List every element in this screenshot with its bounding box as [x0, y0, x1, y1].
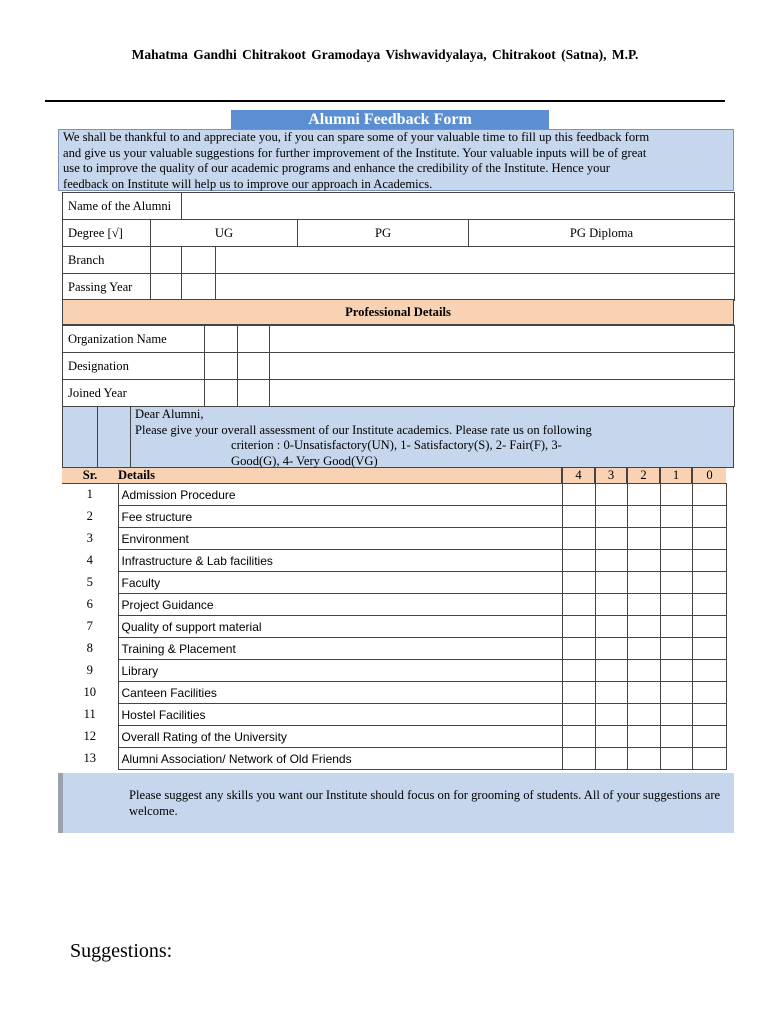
rating-cell-3[interactable]	[595, 660, 627, 682]
branch-field[interactable]	[216, 247, 735, 274]
designation-cell[interactable]	[205, 353, 238, 380]
rating-cell-3[interactable]	[595, 704, 627, 726]
rating-cell-0[interactable]	[692, 550, 726, 572]
row-number: 3	[86, 531, 93, 545]
rating-cell-2[interactable]	[627, 638, 660, 660]
rating-cell-3[interactable]	[595, 572, 627, 594]
rating-cell-2[interactable]	[627, 748, 660, 770]
intro-line: use to improve the quality of our academic programs and enhance the credibility of the Institute. Hence your	[63, 161, 610, 175]
rating-cell-4[interactable]	[562, 550, 595, 572]
scale-header-4: 4	[562, 468, 595, 484]
row-detail: Canteen Facilities	[118, 682, 562, 704]
designation-label: Designation	[63, 353, 205, 380]
designation-cell[interactable]	[238, 353, 270, 380]
row-number: 5	[86, 575, 93, 589]
row-number: 6	[86, 597, 93, 611]
row-detail: Hostel Facilities	[118, 704, 562, 726]
intro-line: and give us your valuable suggestions for further improvement of the Institute. Your valuable inputs will be of great	[63, 145, 647, 160]
rating-row	[62, 484, 726, 506]
rating-cell-3[interactable]	[595, 594, 627, 616]
rating-row	[62, 638, 726, 660]
rating-table	[62, 468, 727, 770]
rating-row	[62, 616, 726, 638]
passing-year-field[interactable]	[216, 274, 735, 301]
rating-cell-4[interactable]	[562, 638, 595, 660]
intro-text	[58, 129, 734, 191]
rating-cell-4[interactable]	[562, 682, 595, 704]
branch-row	[63, 247, 735, 274]
rating-cell-1[interactable]	[660, 660, 692, 682]
degree-label: Degree [√]	[63, 220, 151, 247]
rating-cell-0[interactable]	[692, 594, 726, 616]
joined-year-row	[63, 380, 735, 407]
rating-cell-0[interactable]	[692, 506, 726, 528]
organization-cell[interactable]	[205, 326, 238, 353]
row-number: 12	[83, 729, 97, 743]
intro-line: We shall be thankful to and appreciate you, if you can spare some of your valuable time to fill up this feedback form	[63, 130, 650, 144]
designation-row	[63, 353, 735, 380]
row-detail: Admission Procedure	[118, 484, 562, 506]
joined-year-field[interactable]	[270, 380, 735, 407]
rating-cell-1[interactable]	[660, 682, 692, 704]
rating-cell-3[interactable]	[595, 484, 627, 506]
row-detail: Fee structure	[118, 506, 562, 528]
professional-details-table	[62, 325, 735, 407]
row-number: 10	[83, 685, 97, 699]
rating-cell-1[interactable]	[660, 726, 692, 748]
branch-label: Branch	[63, 247, 151, 274]
rating-cell-3[interactable]	[595, 550, 627, 572]
rating-cell-4[interactable]	[562, 726, 595, 748]
divider	[130, 407, 131, 467]
rating-cell-2[interactable]	[627, 660, 660, 682]
professional-details-heading: Professional Details	[62, 299, 734, 325]
rating-cell-1[interactable]	[660, 506, 692, 528]
rating-cell-3[interactable]	[595, 528, 627, 550]
rating-row	[62, 704, 726, 726]
name-row	[63, 193, 735, 220]
rating-cell-4[interactable]	[562, 572, 595, 594]
rating-cell-0[interactable]	[692, 484, 726, 506]
rating-cell-2[interactable]	[627, 682, 660, 704]
organization-label: Organization Name	[63, 326, 205, 353]
passing-year-row	[63, 274, 735, 301]
joined-year-label: Joined Year	[63, 380, 205, 407]
rating-cell-1[interactable]	[660, 484, 692, 506]
assessment-line: Please give your overall assessment of our Institute academics. Please rate us on following	[135, 422, 592, 437]
degree-option-ug[interactable]: UG	[151, 220, 298, 247]
rating-row	[62, 726, 726, 748]
header-divider	[45, 100, 725, 102]
rating-cell-4[interactable]	[562, 528, 595, 550]
row-number: 9	[86, 663, 93, 677]
scale-header-1: 1	[660, 468, 692, 484]
intro-line: feedback on Institute will help us to improve our approach in Academics.	[63, 176, 433, 191]
rating-cell-0[interactable]	[692, 704, 726, 726]
branch-cell[interactable]	[151, 247, 182, 274]
rating-row	[62, 594, 726, 616]
rating-cell-3[interactable]	[595, 506, 627, 528]
rating-cell-1[interactable]	[660, 638, 692, 660]
assessment-line: Good(G), 4- Very Good(VG)	[231, 453, 378, 468]
rating-row	[62, 748, 726, 770]
divider	[97, 407, 98, 467]
rating-cell-1[interactable]	[660, 594, 692, 616]
rating-cell-0[interactable]	[692, 572, 726, 594]
rating-cell-2[interactable]	[627, 572, 660, 594]
passing-year-label: Passing Year	[63, 274, 151, 301]
joined-year-cell[interactable]	[205, 380, 238, 407]
scale-header-3: 3	[595, 468, 627, 484]
rating-header-row	[62, 468, 726, 484]
degree-row	[63, 220, 735, 247]
rating-row	[62, 682, 726, 704]
designation-field[interactable]	[270, 353, 735, 380]
assessment-line: criterion : 0-Unsatisfactory(UN), 1- Satisfactory(S), 2- Fair(F), 3-	[231, 438, 562, 452]
joined-year-cell[interactable]	[238, 380, 270, 407]
row-detail: Quality of support material	[118, 616, 562, 638]
row-detail: Project Guidance	[118, 594, 562, 616]
name-field[interactable]	[182, 193, 735, 220]
rating-cell-3[interactable]	[595, 616, 627, 638]
rating-cell-4[interactable]	[562, 506, 595, 528]
rating-cell-3[interactable]	[595, 748, 627, 770]
suggestions-label: Suggestions:	[70, 940, 173, 962]
rating-row	[62, 528, 726, 550]
rating-cell-1[interactable]	[660, 528, 692, 550]
rating-cell-0[interactable]	[692, 660, 726, 682]
passing-year-cell[interactable]	[151, 274, 182, 301]
sr-column-header: Sr.	[62, 468, 118, 484]
rating-cell-3[interactable]	[595, 726, 627, 748]
assessment-instructions	[62, 406, 734, 468]
rating-cell-2[interactable]	[627, 616, 660, 638]
branch-cell[interactable]	[182, 247, 216, 274]
row-number: 7	[86, 619, 93, 633]
rating-cell-2[interactable]	[627, 484, 660, 506]
suggestion-prompt: Please suggest any skills you want our Institute should focus on for grooming of students. All of your suggestions are welcome.	[129, 788, 721, 818]
rating-cell-3[interactable]	[595, 638, 627, 660]
row-detail: Library	[118, 660, 562, 682]
rating-cell-1[interactable]	[660, 616, 692, 638]
rating-row	[62, 550, 726, 572]
personal-details-table	[62, 192, 735, 301]
rating-cell-0[interactable]	[692, 638, 726, 660]
rating-cell-4[interactable]	[562, 748, 595, 770]
rating-cell-2[interactable]	[627, 506, 660, 528]
university-title: Mahatma Gandhi Chitrakoot Gramodaya Vishwavidyalaya, Chitrakoot (Satna), M.P.	[131, 47, 639, 62]
salutation: Dear Alumni,	[135, 407, 204, 421]
rating-cell-0[interactable]	[692, 748, 726, 770]
row-number: 4	[86, 553, 93, 567]
rating-cell-4[interactable]	[562, 616, 595, 638]
rating-cell-0[interactable]	[692, 616, 726, 638]
degree-option-pg-diploma[interactable]: PG Diploma	[469, 220, 735, 247]
suggestion-prompt-box	[58, 773, 734, 833]
row-number: 2	[86, 509, 93, 523]
row-detail: Alumni Association/ Network of Old Friends	[118, 748, 562, 770]
details-column-header: Details	[118, 468, 562, 484]
row-detail: Training & Placement	[118, 638, 562, 660]
rating-cell-1[interactable]	[660, 748, 692, 770]
passing-year-cell[interactable]	[182, 274, 216, 301]
rating-row	[62, 660, 726, 682]
row-number: 13	[83, 751, 97, 765]
rating-cell-4[interactable]	[562, 484, 595, 506]
form-title: Alumni Feedback Form	[231, 110, 549, 130]
rating-cell-2[interactable]	[627, 726, 660, 748]
organization-cell[interactable]	[238, 326, 270, 353]
scale-header-0: 0	[692, 468, 726, 484]
rating-cell-0[interactable]	[692, 528, 726, 550]
rating-row	[62, 572, 726, 594]
rating-cell-1[interactable]	[660, 572, 692, 594]
rating-cell-2[interactable]	[627, 594, 660, 616]
rating-cell-3[interactable]	[595, 682, 627, 704]
row-number: 11	[83, 707, 96, 721]
rating-cell-0[interactable]	[692, 682, 726, 704]
rating-cell-4[interactable]	[562, 594, 595, 616]
rating-cell-1[interactable]	[660, 704, 692, 726]
scale-header-2: 2	[627, 468, 660, 484]
row-detail: Environment	[118, 528, 562, 550]
row-detail: Infrastructure & Lab facilities	[118, 550, 562, 572]
rating-cell-2[interactable]	[627, 704, 660, 726]
rating-cell-0[interactable]	[692, 726, 726, 748]
rating-cell-4[interactable]	[562, 704, 595, 726]
organization-row	[63, 326, 735, 353]
name-label: Name of the Alumni	[63, 193, 182, 220]
rating-cell-2[interactable]	[627, 550, 660, 572]
row-number: 8	[86, 641, 93, 655]
organization-field[interactable]	[270, 326, 735, 353]
rating-cell-1[interactable]	[660, 550, 692, 572]
rating-row	[62, 506, 726, 528]
row-detail: Faculty	[118, 572, 562, 594]
assessment-text	[135, 407, 592, 469]
rating-cell-4[interactable]	[562, 660, 595, 682]
rating-cell-2[interactable]	[627, 528, 660, 550]
degree-option-pg[interactable]: PG	[298, 220, 469, 247]
rating-table-body	[62, 468, 726, 770]
row-number: 1	[86, 487, 93, 502]
row-detail: Overall Rating of the University	[118, 726, 562, 748]
